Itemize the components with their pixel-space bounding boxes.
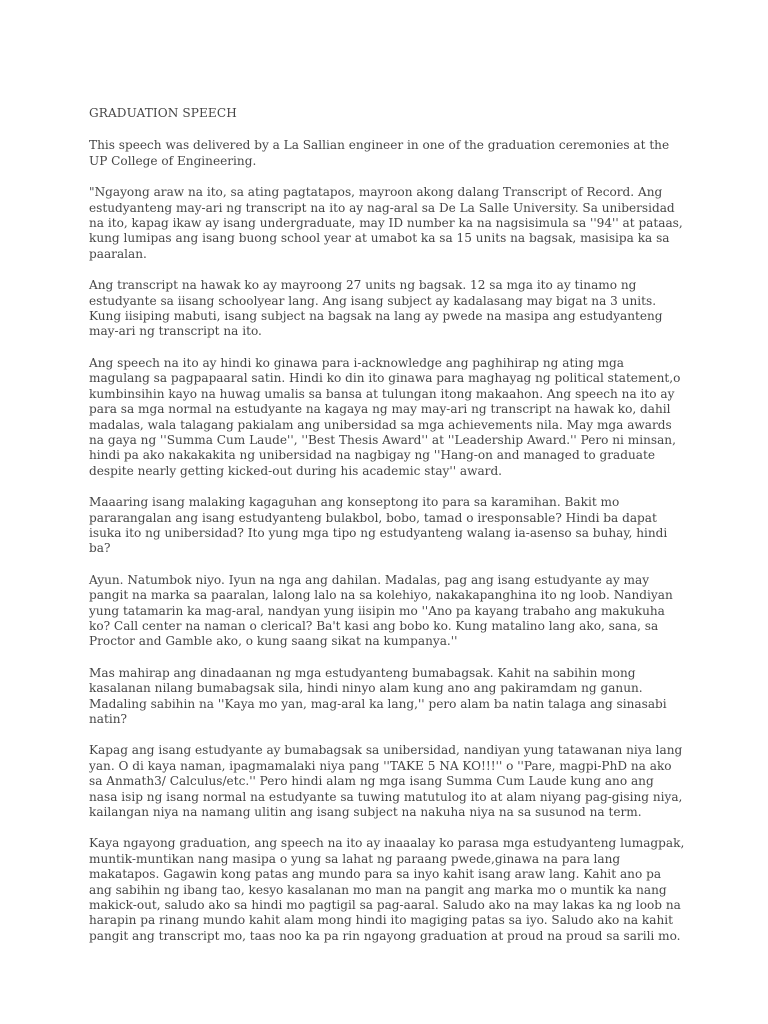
paragraph: Ang transcript na hawak ko ay mayroong 27 units ng bagsak. 12 sa mga ito ay tinamo ng estudyante sa iisang schoolyear lang. Ang isang subject ay kadalasang may bigat na 3 units. Kung iisiping mabuti, isang subject na bagsak na lang ay pwede na masipa ang estudyanteng may-ari ng transcript na ito.: [89, 278, 663, 339]
document-title: GRADUATION SPEECH: [89, 106, 237, 120]
paragraph: Kapag ang isang estudyante ay bumabagsak sa unibersidad, nandiyan yung tatawanan niya lang yan. O di kaya naman, ipagmamalaki niya pang ''TAKE 5 NA KO!!!'' o ''Pare, magpi-PhD na ako sa Anmath3/ Calculus/etc.'' Pero hindi alam ng mga isang Summa Cum Laude kung ano ang nasa isip ng isang normal na estudyante sa tuwing matutulog ito at alam niyang pag-gising niya, kailangan niya na namang ulitin ang isang subject na nakuha niya na sa susunod na term.: [89, 743, 683, 820]
document-page: [89, 106, 685, 960]
paragraph: Kaya ngayong graduation, ang speech na ito ay inaaalay ko parasa mga estudyanteng lumagpak, muntik-muntikan nang masipa o yung sa lahat ng paraang pwede,ginawa na para lang makatapos. Gagawin kong patas ang mundo para sa inyo kahit isang araw lang. Kahit ano pa ang sabihin ng ibang tao, kesyo kasalanan mo man na pangit ang marka mo o muntik ka nang makick-out, saludo ako sa hindi mo pagtigil sa pag-aaral. Saludo ako na may lakas ka ng loob na harapin pa rinang mundo kahit alam mong hindi ito magiging patas sa iyo. Saludo ako na kahit pangit ang transcript mo, taas noo ka pa rin ngayong graduation at proud na proud sa sarili mo.: [89, 836, 685, 943]
paragraph: Mas mahirap ang dinadaanan ng mga estudyanteng bumabagsak. Kahit na sabihin mong kasalanan nilang bumabagsak sila, hindi ninyo alam kung ano ang pakiramdam ng ganun. Madaling sabihin na ''Kaya mo yan, mag-aral ka lang,'' pero alam ba natin talaga ang sinasabi natin?: [89, 665, 667, 726]
paragraph-intro: This speech was delivered by a La Sallian engineer in one of the graduation ceremonies at the UP College of Engineering.: [89, 138, 670, 168]
paragraph: Ayun. Natumbok niyo. Iyun na nga ang dahilan. Madalas, pag ang isang estudyante ay may pangit na marka sa paaralan, lalong lalo na sa kolehiyo, nakakapanghina ito ng loob. Nandiyan yung tatamarin ka mag-aral, nandyan yung iisipin mo ''Ano pa kayang trabaho ang makukuha ko? Call center na naman o clerical? Ba't kasi ang bobo ko. Kung matalino lang ako, sana, sa Proctor and Gamble ako, o kung saang sikat na kumpanya.'': [89, 572, 673, 649]
paragraph: Ang speech na ito ay hindi ko ginawa para i-acknowledge ang paghihirap ng ating mga magulang sa pagpapaaral satin. Hindi ko din ito ginawa para maghayag ng political statement,o kumbinsihin kayo na huwag umalis sa bansa at tulungan itong makaahon. Ang speech na ito ay para sa mga normal na estudyante na kagaya ng may may-ari ng transcript na hawak ko, dahil madalas, wala talagang pakialam ang unibersidad sa mga achievements nila. May mga awards na gaya ng ''Summa Cum Laude'', ''Best Thesis Award'' at ''Leadership Award.'' Pero ni minsan, hindi pa ako nakakakita ng unibersidad na nagbigay ng ''Hang-on and managed to graduate despite nearly getting kicked-out during his academic stay'' award.: [89, 355, 681, 478]
paragraph: "Ngayong araw na ito, sa ating pagtatapos, mayroon akong dalang Transcript of Record. Ang estudyanteng may-ari ng transcript na ito ay nag-aral sa De La Salle University. Sa unibersidad na ito, kapag ikaw ay isang undergraduate, may ID number ka na nagsisimula sa ''94'' at pataas, kung lumipas ang isang buong school year at umabot ka sa 15 units na bagsak, masisipa ka sa paaralan.: [89, 185, 683, 261]
paragraph: Maaaring isang malaking kagaguhan ang konseptong ito para sa karamihan. Bakit mo pararangalan ang isang estudyanteng bulakbol, bobo, tamad o iresponsable? Hindi ba dapat isuka ito ng unibersidad? Ito yung mga tipo ng estudyanteng walang ia-asenso sa buhay, hindi ba?: [89, 495, 668, 556]
